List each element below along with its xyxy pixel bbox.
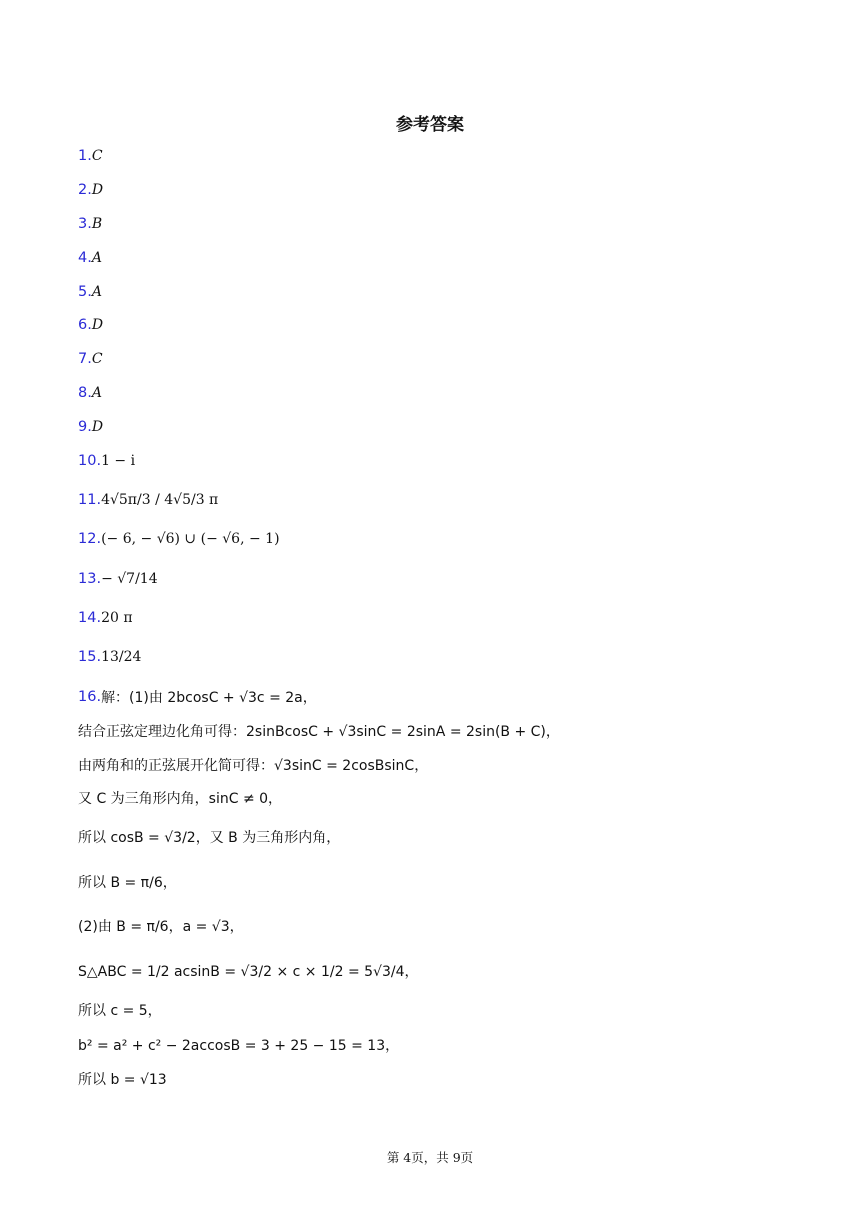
solution-16-line-1 <box>78 685 317 709</box>
solution-16-line-7 <box>78 914 244 938</box>
solution-text: 所以 c = 5， <box>78 1003 162 1019</box>
solution-text: 由两角和的正弦展开化简可得：√3sinC = 2cosBsinC， <box>78 758 429 774</box>
solution-16-line-5 <box>78 825 340 849</box>
answer-4 <box>78 246 102 270</box>
answer-value: − √7/14 <box>101 571 158 587</box>
solution-text: (2)由 B = π/6，a = √3， <box>78 919 244 935</box>
solution-text: 结合正弦定理边化角可得：2sinBcosC + √3sinC = 2sinA = 2sin(B + C)， <box>78 724 560 740</box>
answer-number: 4. <box>78 250 92 266</box>
solution-16-line-6 <box>78 870 177 894</box>
answer-2 <box>78 178 103 202</box>
solution-16-line-4 <box>78 786 282 810</box>
solution-16-line-11 <box>78 1067 167 1091</box>
answer-15 <box>78 645 141 669</box>
answer-number: 5. <box>78 284 92 300</box>
answer-number: 10. <box>78 453 102 469</box>
answer-number: 2. <box>78 182 92 198</box>
answer-13 <box>78 567 158 591</box>
answer-value: B <box>91 216 103 232</box>
answer-11 <box>78 488 218 512</box>
solution-text: 所以 cosB = √3/2，又 B 为三角形内角， <box>78 830 341 846</box>
solution-16-line-2 <box>78 719 560 743</box>
solution-16-line-8 <box>78 959 418 983</box>
answer-value: 20 π <box>101 610 133 626</box>
answer-14 <box>78 606 133 630</box>
answer-number: 11. <box>78 492 102 508</box>
answer-10 <box>78 449 135 473</box>
solution-text: 又 C 为三角形内角，sinC ≠ 0， <box>78 791 283 807</box>
answer-value: D <box>91 317 104 333</box>
solution-text: S△ABC = 1/2 acsinB = √3/2 × c × 1/2 = 5√3/4， <box>78 964 419 980</box>
answer-number: 6. <box>78 317 92 333</box>
answer-value: C <box>91 351 103 367</box>
answer-9 <box>78 415 103 439</box>
answer-number: 15. <box>78 649 102 665</box>
answer-value: A <box>91 385 102 401</box>
answer-value: D <box>91 419 104 435</box>
answer-value: D <box>91 182 104 198</box>
solution-16-line-10 <box>78 1033 399 1057</box>
answer-7 <box>78 347 103 371</box>
answer-value: (− 6, − √6) ∪ (− √6, − 1) <box>101 531 280 547</box>
answer-5 <box>78 280 102 304</box>
answer-3 <box>78 212 102 236</box>
answer-12 <box>78 527 280 551</box>
answer-number: 16. <box>78 689 102 705</box>
answer-number: 7. <box>78 351 92 367</box>
answer-value: 1 − i <box>101 453 136 469</box>
answer-number: 9. <box>78 419 92 435</box>
solution-16-line-9 <box>78 998 162 1022</box>
answer-value: C <box>91 148 103 164</box>
solution-text: 所以 B = π/6， <box>78 875 177 891</box>
answer-value: 4√5π/3 / 4√5/3 π <box>101 492 219 508</box>
answer-number: 13. <box>78 571 102 587</box>
solution-text: 所以 b = √13 <box>78 1072 167 1088</box>
page-title: 参考答案 <box>396 115 464 135</box>
answer-number: 8. <box>78 385 92 401</box>
answer-value: A <box>91 284 102 300</box>
answer-6 <box>78 313 103 337</box>
solution-text: b² = a² + c² − 2accosB = 3 + 25 − 15 = 13， <box>78 1038 400 1054</box>
answer-number: 1. <box>78 148 92 164</box>
answer-number: 14. <box>78 610 102 626</box>
answer-number: 3. <box>78 216 92 232</box>
answer-value: 13/24 <box>101 649 142 665</box>
answer-8 <box>78 381 102 405</box>
answer-number: 12. <box>78 531 102 547</box>
solution-16-line-3 <box>78 753 428 777</box>
answer-value: A <box>91 250 102 266</box>
solution-text: 解：(1)由 2bcosC + √3c = 2a， <box>101 690 317 706</box>
answer-1 <box>78 144 103 168</box>
page-footer: 第 4页，共 9页 <box>386 1150 474 1165</box>
